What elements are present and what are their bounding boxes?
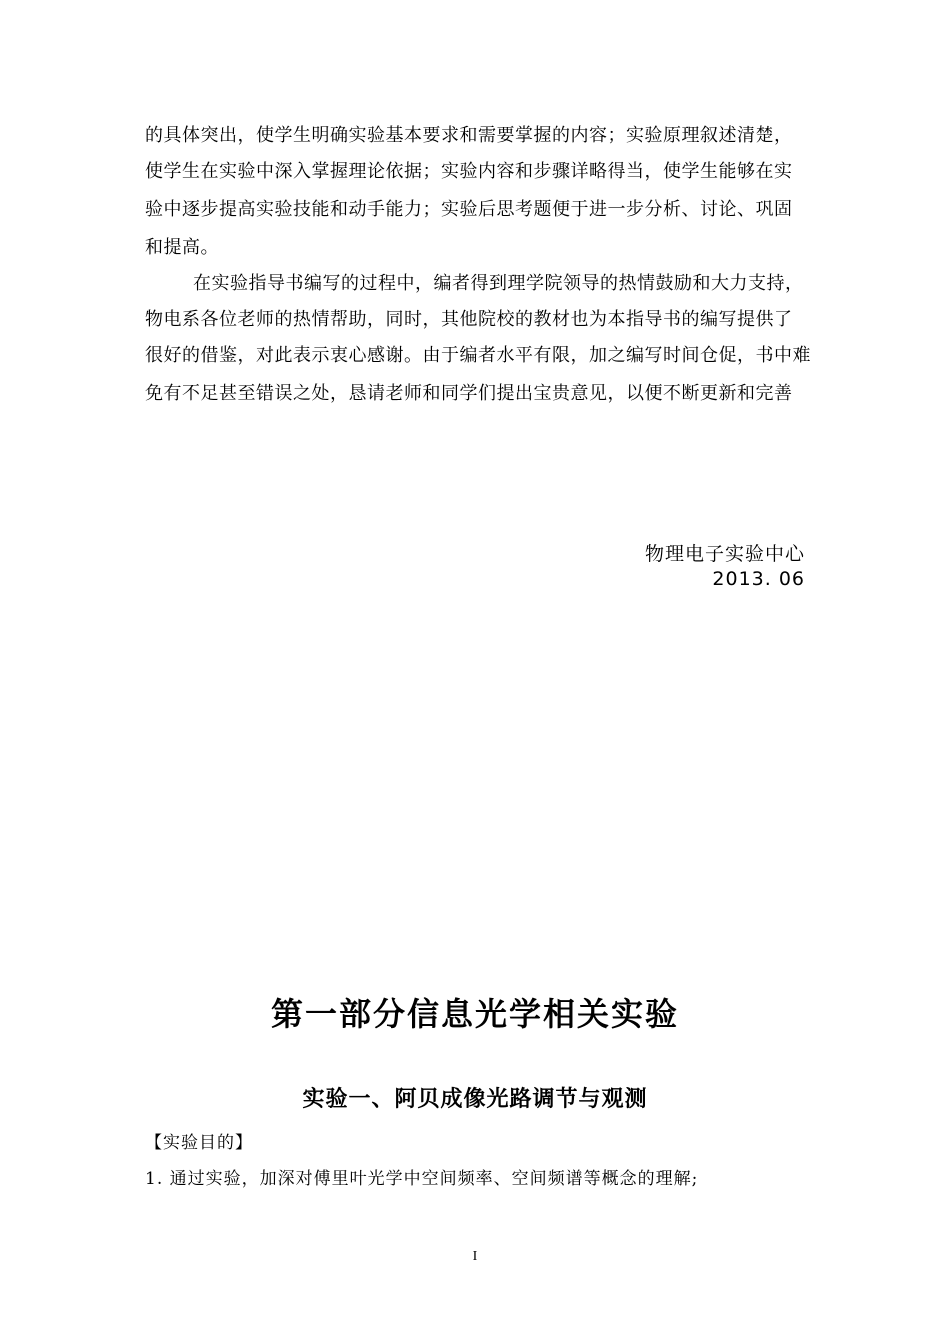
page-number: I xyxy=(472,1249,478,1264)
signature-date: 2013. 06 xyxy=(712,568,805,590)
experiment-title: 实验一、阿贝成像光路调节与观测 xyxy=(302,1087,648,1112)
preface-paragraph2-line1: 在实验指导书编写的过程中，编者得到理学院领导的热情鼓励和大力支持， xyxy=(193,273,804,294)
preface-paragraph1-line1: 的具体突出，使学生明确实验基本要求和需要掌握的内容；实验原理叙述清楚， xyxy=(145,125,793,146)
section-heading-objectives: 【实验目的】 xyxy=(145,1133,253,1153)
preface-paragraph2-line4: 免有不足甚至错误之处，恳请老师和同学们提出宝贵意见，以便不断更新和完善 xyxy=(145,383,793,404)
objective-item: 1. 通过实验，加深对傅里叶光学中空间频率、空间频谱等概念的理解; xyxy=(145,1169,699,1189)
preface-paragraph1-line3: 验中逐步提高实验技能和动手能力；实验后思考题便于进一步分析、讨论、巩固 xyxy=(145,199,793,220)
preface-paragraph1-line2: 使学生在实验中深入掌握理论依据；实验内容和步骤详略得当，使学生能够在实 xyxy=(145,161,793,182)
part-title: 第一部分信息光学相关实验 xyxy=(270,995,679,1033)
preface-paragraph2-line2: 物电系各位老师的热情帮助，同时，其他院校的教材也为本指导书的编写提供了 xyxy=(145,309,793,330)
signature-organization: 物理电子实验中心 xyxy=(644,543,805,565)
preface-paragraph1-line4: 和提高。 xyxy=(145,237,219,258)
preface-paragraph2-line3: 很好的借鉴，对此表示衷心感谢。由于编者水平有限，加之编写时间仓促，书中难 xyxy=(145,345,811,366)
